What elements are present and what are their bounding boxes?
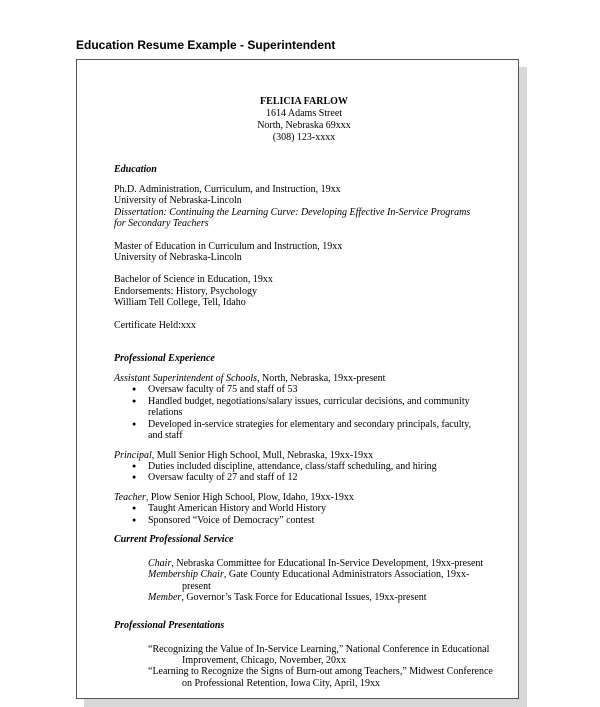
job-title: Teacher xyxy=(114,491,146,503)
job-entry xyxy=(114,492,494,526)
presentation-item: “Recognizing the Value of In-Service Learning,” National Conference in Educational xyxy=(148,643,490,655)
job-details: , North, Nebraska, 19xx-present xyxy=(257,373,386,385)
street-address: 1614 Adams Street xyxy=(265,108,343,119)
dissertation-line: for Secondary Teachers xyxy=(114,218,209,230)
service-heading: Current Professional Service xyxy=(114,533,234,545)
job-title: Principal xyxy=(114,449,152,461)
job-details: , Plow Senior High School, Plow, Idaho, 19xx-19xx xyxy=(145,491,354,503)
list-item: ● Taught American History and World History xyxy=(148,503,494,514)
phone-number: (308) 123-xxxx xyxy=(272,132,336,143)
bachelors-entry xyxy=(114,274,494,308)
service-list xyxy=(114,558,494,604)
experience-heading: Professional Experience xyxy=(114,353,215,365)
certificate: Certificate Held:xxx xyxy=(114,319,196,331)
education-heading: Education xyxy=(114,164,157,175)
job-entry xyxy=(114,373,494,441)
list-item: ● Oversaw faculty of 75 and staff of 53 xyxy=(148,384,494,395)
masters-degree: Master of Education in Curriculum and Instruction, 19xx xyxy=(114,240,343,252)
masters-entry xyxy=(114,241,494,264)
list-item: ● Sponsored “Voice of Democracy” contest xyxy=(148,515,494,526)
endorsements: Endorsements: History, Psychology xyxy=(114,285,257,297)
service-item: Chair, Nebraska Committee for Educational In-Service Development, 19xx-present xyxy=(148,557,484,569)
resume-sheet xyxy=(76,59,519,699)
list-item: ● Duties included discipline, attendance, class/staff scheduling, and hiring xyxy=(148,461,494,472)
presentations-heading: Professional Presentations xyxy=(114,619,225,631)
page-title: Education Resume Example - Superintendent xyxy=(76,38,336,52)
dissertation-line: Dissertation: Continuing the Learning Curve: Developing Effective In-Service Programs xyxy=(114,206,471,218)
contact-header xyxy=(114,96,494,144)
candidate-name: FELICIA FARLOW xyxy=(260,96,348,107)
presentation-item: “Learning to Recognize the Signs of Burn-out among Teachers,” Midwest Conference xyxy=(148,666,493,678)
masters-school: University of Nebraska-Lincoln xyxy=(114,252,242,264)
service-item-continued: present xyxy=(182,580,211,592)
presentation-item-continued: on Professional Retention, Iowa City, April, 19xx xyxy=(182,677,380,689)
bachelors-degree: Bachelor of Science in Education, 19xx xyxy=(114,274,273,286)
service-item: Membership Chair, Gate County Educational Administrators Association, 19xx- xyxy=(148,569,470,581)
presentations-list xyxy=(114,644,494,690)
list-item: ● Handled budget, negotiations/salary issues, curricular decisions, and community relations xyxy=(148,396,494,419)
list-item: ● Oversaw faculty of 27 and staff of 12 xyxy=(148,472,494,483)
resume-content xyxy=(114,96,494,689)
city-state: North, Nebraska 69xxx xyxy=(257,120,351,131)
job-title: Assistant Superintendent of Schools xyxy=(114,373,258,385)
job-entry xyxy=(114,450,494,484)
bachelors-school: William Tell College, Tell, Idaho xyxy=(114,297,246,309)
job-details: , Mull Senior High School, Mull, Nebraska, 19xx-19xx xyxy=(151,449,374,461)
service-item: Member, Governor’s Task Force for Educational Issues, 19xx-present xyxy=(148,592,427,604)
phd-entry xyxy=(114,184,494,230)
phd-degree: Ph.D. Administration, Curriculum, and Instruction, 19xx xyxy=(114,184,341,195)
phd-school: University of Nebraska-Lincoln xyxy=(114,195,242,207)
presentation-item-continued: Improvement, Chicago, November, 20xx xyxy=(182,654,347,666)
list-item: ● Developed in-service strategies for elementary and secondary principals, faculty, and staff xyxy=(148,419,494,442)
